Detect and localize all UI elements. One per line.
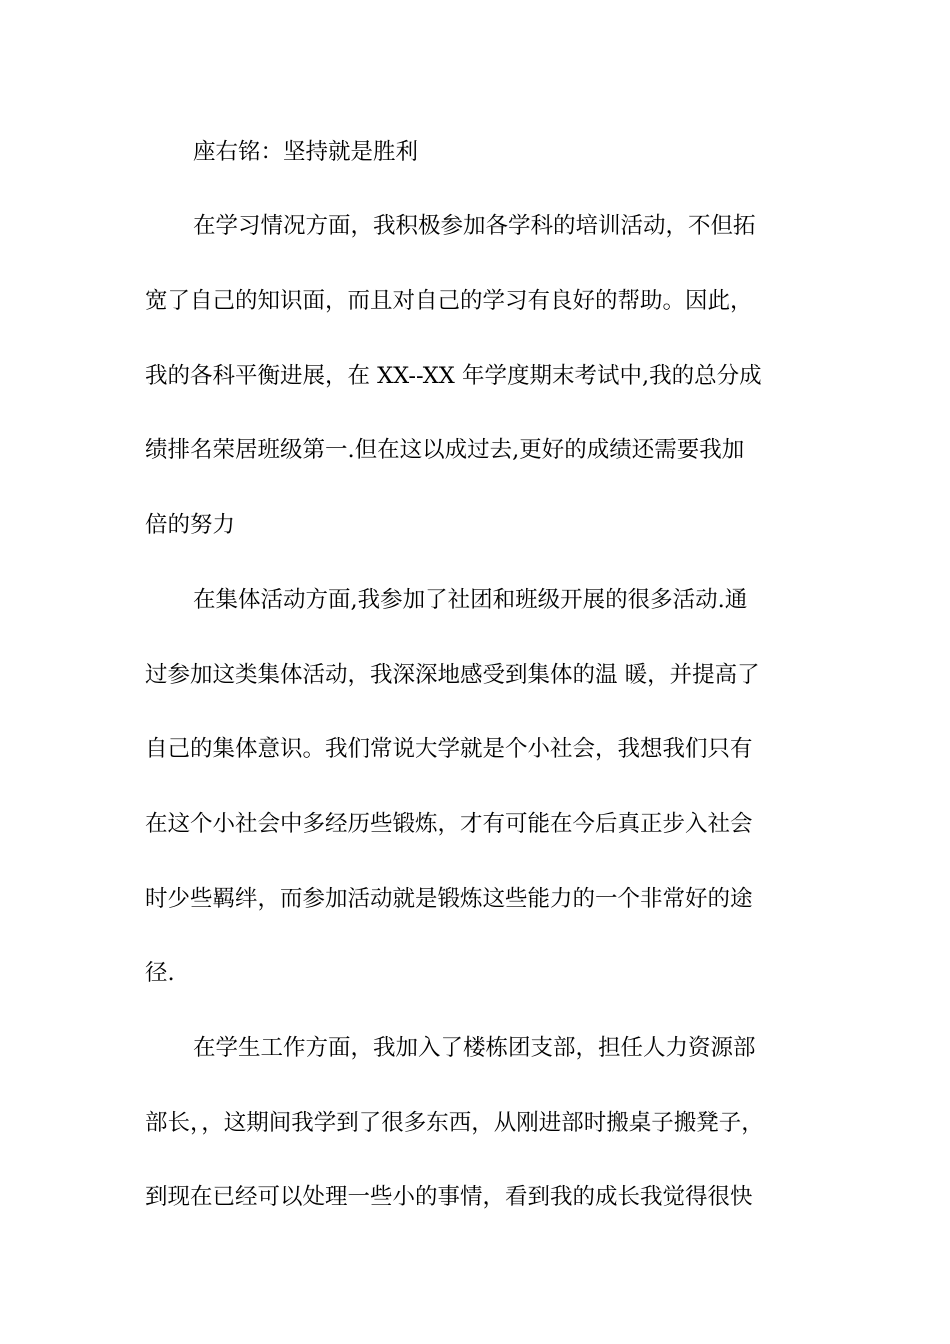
paragraph-line: 径. <box>145 960 175 986</box>
paragraph-line: 部长，，这期间我学到了很多东西，从刚进部时搬桌子搬凳子， <box>145 1110 764 1136</box>
paragraph-line: 在这个小社会中多经历些锻炼，才有可能在今后真正步入社会 <box>145 811 753 837</box>
paragraph-line: 到现在已经可以处理一些小的事情，看到我的成长我觉得很快 <box>145 1184 753 1210</box>
paragraph-line: 过参加这类集体活动，我深深地感受到集体的温 暖，并提高了 <box>145 662 760 688</box>
paragraph-line: 在学习情况方面，我积极参加各学科的培训活动，不但拓 <box>193 213 756 239</box>
paragraph-line: 时少些羁绊，而参加活动就是锻炼这些能力的一个非常好的途 <box>145 886 753 912</box>
paragraph-line: 倍的努力 <box>145 512 236 538</box>
paragraph-line: 在集体活动方面,我参加了社团和班级开展的很多活动.通 <box>193 587 748 613</box>
paragraph-line: 我的各科平衡进展，在 XX--XX 年学度期末考试中,我的总分成 <box>145 363 762 389</box>
paragraph-line: 宽了自己的知识面，而且对自己的学习有良好的帮助。因此， <box>145 288 753 314</box>
paragraph-line: 自己的集体意识。我们常说大学就是个小社会，我想我们只有 <box>145 736 753 762</box>
paragraph-line: 在学生工作方面，我加入了楼栋团支部，担任人力资源部 <box>193 1035 756 1061</box>
motto-line: 座右铭：坚持就是胜利 <box>193 139 419 165</box>
paragraph-line: 绩排名荣居班级第一.但在这以成过去,更好的成绩还需要我加 <box>145 437 745 463</box>
